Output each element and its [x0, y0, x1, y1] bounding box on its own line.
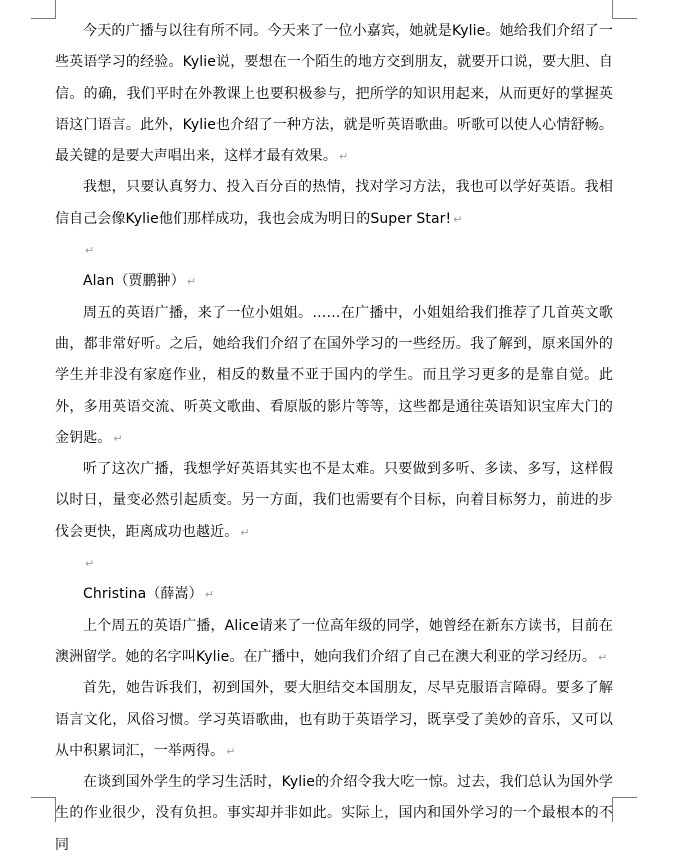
margin-corner-top-left: [31, 0, 56, 19]
paragraph-blank-1: [55, 235, 613, 266]
paragraph-6: 首先，她告诉我们，初到国外，要大胆结交本国朋友，尽早克服语言障碍。要多了解语言文化，风俗习惯。学习英语歌曲，也有助于英语学习，既享受了美妙的音乐，又可以从中积累词汇，一举两得。 ↵: [55, 680, 613, 759]
paragraph-mark-icon: ↵: [204, 588, 215, 602]
paragraph-mark-icon: ↵: [85, 244, 95, 258]
paragraph-7: 在谈到国外学生的学习生活时，Kylie的介绍令我大吃一惊。过去，我们总认为国外学生的作业很少，没有负担。事实却并非如此。实际上，国内和国外学习的一个最根本的不同: [55, 774, 613, 853]
paragraph-mark-icon: ↵: [453, 212, 463, 226]
paragraph-2: 我想，只要认真努力、投入百分百的热情，找对学习方法，我也可以学好英语。我相信自己会像Kylie他们那样成功，我也会成为明日的Super Star! ↵: [55, 179, 613, 227]
paragraph-1: 今天的广播与以往有所不同。今天来了一位小嘉宾，她就是Kylie。她给我们介绍了一些英语学习的经验。Kylie说，要想在一个陌生的地方交到朋友，就要开口说，要大胆、自信。的确，我们平时在外教课上也要积极参与，把所学的知识用起来，从而更好的掌握英语这门语言。此外，Kylie也介绍了一种方法，就是听英语歌曲。听歌可以使人心情舒畅。最关键的是要大声唱出来，这样才最有效果。 ↵: [55, 23, 613, 165]
paragraph-mark-icon: ↵: [226, 744, 236, 758]
author-christina: Christina（薛嵩） ↵: [83, 586, 215, 603]
paragraph-mark-icon: ↵: [113, 431, 123, 445]
paragraph-mark-icon: ↵: [240, 525, 250, 539]
paragraph-blank-2: [55, 548, 613, 579]
margin-corner-top-right: [612, 0, 637, 19]
paragraph-mark-icon: ↵: [597, 650, 608, 664]
paragraph-5: 上个周五的英语广播，Alice请来了一位高年级的同学，她曾经在新东方读书，目前在澳洲留学。她的名字叫Kylie。在广播中，她向我们介绍了自己在澳大利亚的学习经历。 ↵: [55, 617, 613, 665]
paragraph-mark-icon: ↵: [186, 275, 197, 289]
paragraph-mark-icon: ↵: [85, 557, 95, 571]
paragraph-4: 听了这次广播，我想学好英语其实也不是太难。只要做到多听、多读、多写，这样假以时日，量变必然引起质变。另一方面，我们也需要有个目标，向着目标努力，前进的步伐会更快，距离成功也越近。 ↵: [55, 461, 613, 540]
document-body[interactable]: [55, 16, 613, 861]
author-alan: Alan（贾鹏翀） ↵: [83, 273, 197, 290]
margin-corner-bottom-right: [612, 797, 637, 822]
paragraph-3: 周五的英语广播，来了一位小姐姐。……在广播中，小姐姐给我们推荐了几首英文歌曲，都非常好听。之后，她给我们介绍了在国外学习的一些经历。我了解到，原来国外的学生并非没有家庭作业，相反的数量不亚于国内的学生。而且学习更多的是靠自觉。此外，多用英语交流、听英文歌曲、看原版的影片等等，这些都是通往英语知识宝库大门的金钥匙。 ↵: [55, 304, 613, 446]
paragraph-mark-icon: ↵: [339, 150, 349, 164]
margin-corner-bottom-left: [31, 797, 56, 822]
